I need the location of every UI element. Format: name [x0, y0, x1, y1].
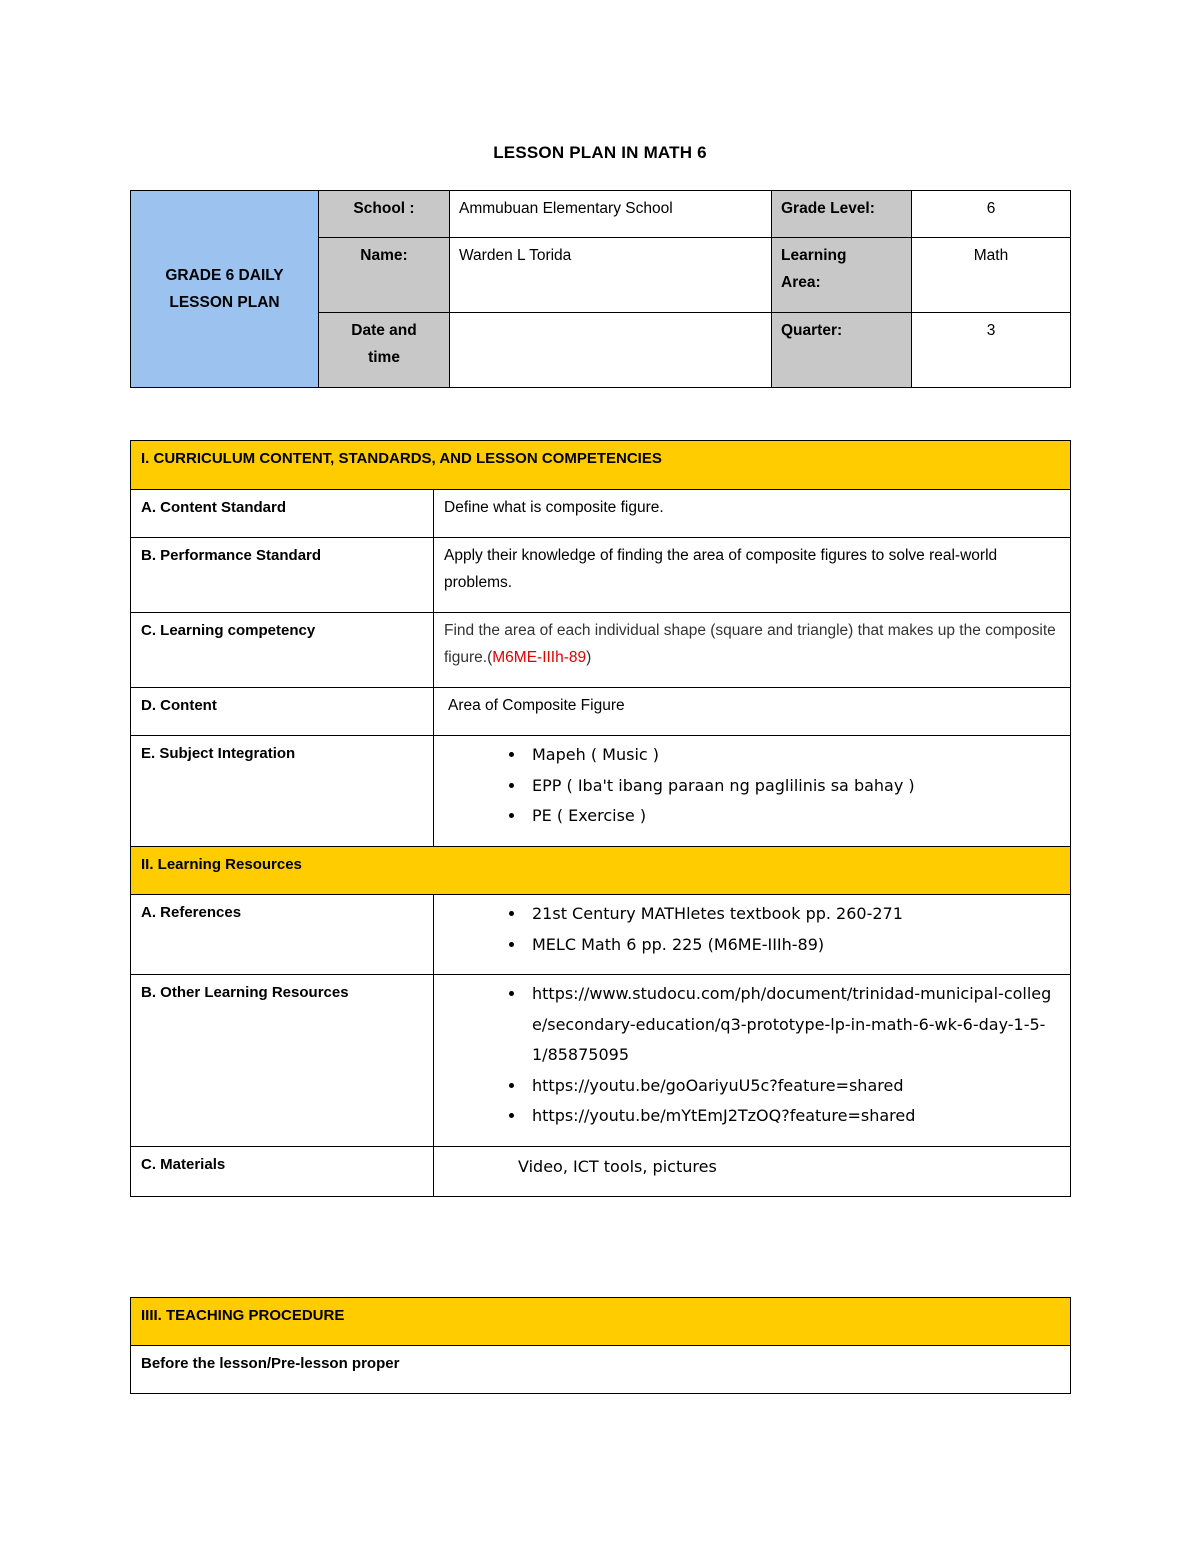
other-resources-label: B. Other Learning Resources — [131, 975, 434, 1147]
before-lesson-label: Before the lesson/Pre-lesson proper — [131, 1346, 1071, 1394]
resource-link[interactable]: • https://youtu.be/goOariyuU5c?feature=shared — [526, 1071, 1060, 1102]
list-item: • EPP ( Iba't ibang paraan ng paglilinis sa bahay ) — [526, 771, 1060, 802]
name-value: Warden L Torida — [450, 238, 772, 313]
list-item: • MELC Math 6 pp. 225 (M6ME-IIIh-89) — [526, 930, 1060, 961]
learning-area-label: Learning Area: — [772, 238, 912, 313]
section-3-heading: IIII. TEACHING PROCEDURE — [131, 1298, 1071, 1346]
performance-standard-label: B. Performance Standard — [131, 538, 434, 613]
learning-competency-value: Find the area of each individual shape (square and triangle) that makes up the composite figure.(M6ME-IIIh-89) — [434, 613, 1071, 688]
teaching-procedure-table — [130, 1297, 1071, 1394]
subject-integration-label: E. Subject Integration — [131, 736, 434, 847]
curriculum-table — [130, 440, 1071, 1197]
section-1-heading: I. CURRICULUM CONTENT, STANDARDS, AND LESSON COMPETENCIES — [131, 441, 1071, 490]
header-info-table — [130, 190, 1071, 388]
performance-standard-value: Apply their knowledge of finding the area of composite figures to solve real-world problems. — [434, 538, 1071, 613]
list-item: • 21st Century MATHletes textbook pp. 260-271 — [526, 899, 1060, 930]
learning-competency-label: C. Learning competency — [131, 613, 434, 688]
subject-integration-list — [434, 736, 1071, 847]
other-resources-list — [434, 975, 1071, 1147]
school-value: Ammubuan Elementary School — [450, 191, 772, 238]
section-2-heading: II. Learning Resources — [131, 847, 1071, 895]
school-label: School : — [319, 191, 450, 238]
references-list — [434, 895, 1071, 975]
resource-link[interactable]: • https://youtu.be/mYtEmJ2TzOQ?feature=shared — [526, 1101, 1060, 1132]
quarter-label: Quarter: — [772, 313, 912, 388]
list-item: • PE ( Exercise ) — [526, 801, 1060, 832]
name-label: Name: — [319, 238, 450, 313]
grade-level-value: 6 — [912, 191, 1071, 238]
resource-link[interactable]: • https://www.studocu.com/ph/document/trinidad-municipal-college/secondary-education/q3-prototype-lp-in-math-6-wk-6-day-1-5-1/85875095 — [526, 979, 1060, 1071]
content-value: Area of Composite Figure — [434, 688, 1071, 736]
date-time-label: Date and time — [319, 313, 450, 388]
content-standard-value: Define what is composite figure. — [434, 490, 1071, 538]
learning-area-value: Math — [912, 238, 1071, 313]
daily-lesson-plan-label: GRADE 6 DAILY LESSON PLAN — [131, 191, 319, 388]
competency-code: M6ME-IIIh-89 — [492, 649, 587, 666]
materials-label: C. Materials — [131, 1147, 434, 1197]
list-item: • Mapeh ( Music ) — [526, 740, 1060, 771]
content-label: D. Content — [131, 688, 434, 736]
references-label: A. References — [131, 895, 434, 975]
materials-value: Video, ICT tools, pictures — [434, 1147, 1071, 1197]
grade-level-label: Grade Level: — [772, 191, 912, 238]
content-standard-label: A. Content Standard — [131, 490, 434, 538]
document-title: LESSON PLAN IN MATH 6 — [493, 143, 707, 162]
date-time-value — [450, 313, 772, 388]
quarter-value: 3 — [912, 313, 1071, 388]
